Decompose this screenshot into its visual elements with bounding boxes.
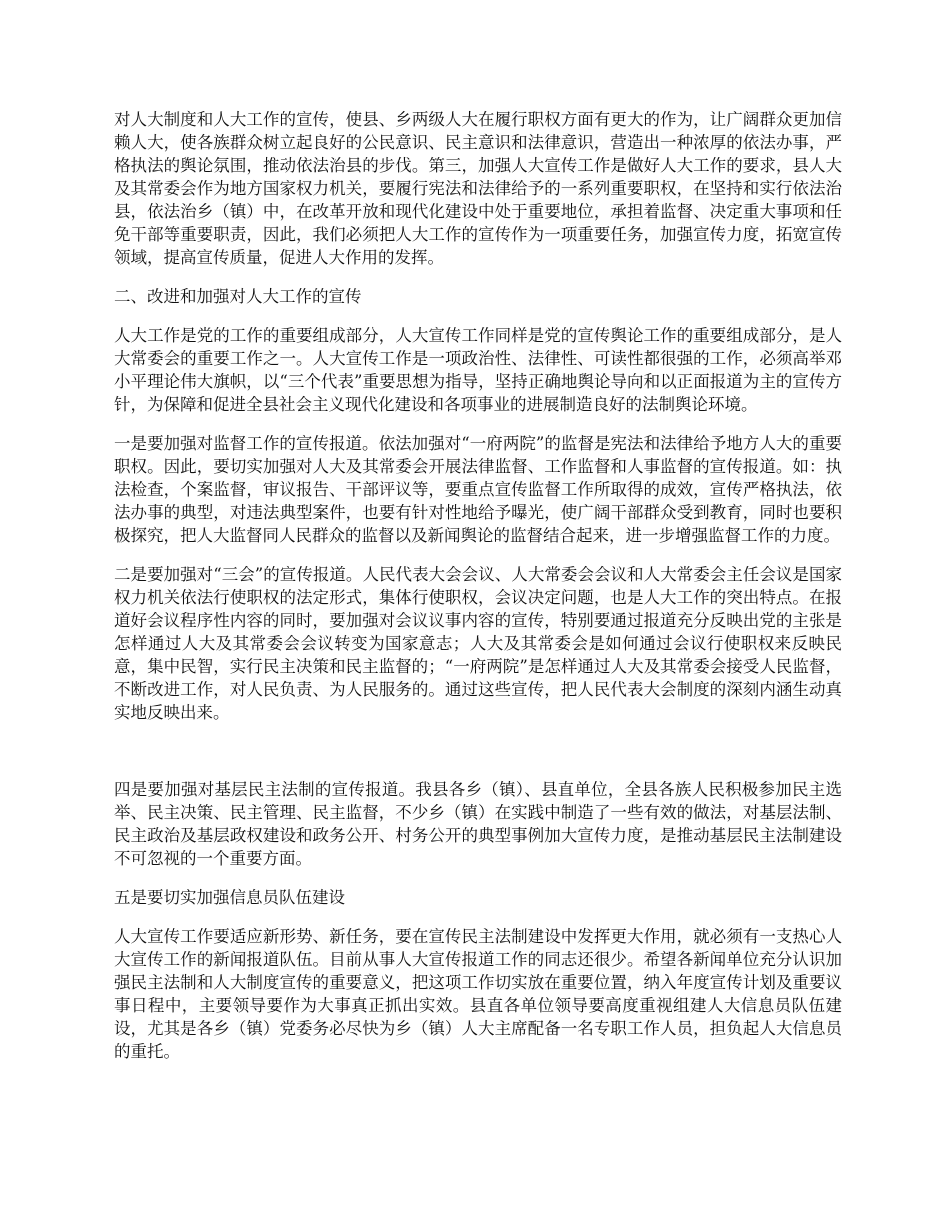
paragraph-publicity-overview: 人大工作是党的工作的重要组成部分，人大宣传工作同样是党的宣传舆论工作的重要组成部分，是人大常委会的重要工作之一。人大宣传工作是一项政治性、法律性、可读性都很强的工作，必须高举邓小平理论伟大旗帜，以“三个代表”重要思想为指导，坚持正确地舆论导向和以正面报道为主的宣传方针，为保障和促进全县社会主义现代化建设和各项事业的进展制造良好的法制舆论环境。 [114, 326, 842, 414]
paragraph-publicity-importance: 对人大制度和人大工作的宣传，使县、乡两级人大在履行职权方面有更大的作为，让广阔群众更加信赖人大，使各族群众树立起良好的公民意识、民主意识和法律意识，营造出一种浓厚的依法办事，严格执法的舆论氛围，推动依法治县的步伐。第三，加强人大宣传工作是做好人大工作的要求，县人大及其常委会作为地方国家权力机关，要履行宪法和法律给予的一系列重要职权，在坚持和实行依法治县，依法治乡（镇）中，在改革开放和现代化建设中处于重要地位，承担着监督、决定重大事项和任免干部等重要职责，因此，我们必须把人大工作的宣传作为一项重要任务，加强宣传力度，拓宽宣传领域，提高宣传质量，促进人大作用的发挥。 [114, 110, 842, 267]
section-heading-info-staff: 五是要切实加强信息员队伍建设 [114, 888, 345, 907]
paragraph-three-meetings-reporting: 二是要加强对“三会”的宣传报道。人民代表大会会议、人大常委会会议和人大常委会主任会议是国家权力机关依法行使职权的法定形式，集体行使职权，会议决定问题，也是人大工作的突出特点。在报道好会议程序性内容的同时，要加强对会议议事内容的宣传，特别要通过报道充分反映出党的主张是怎样通过人大及其常委会会议转变为国家意志；人大及其常委会是如何通过会议行使职权来反映民意，集中民智，实行民主决策和民主监督的；“一府两院”是怎样通过人大及其常委会接受人民监督，不断改进工作，对人民负责、为人民服务的。通过这些宣传，把人民代表大会制度的深刻内涵生动真实地反映出来。 [114, 565, 842, 722]
document-page [114, 108, 842, 1079]
section-heading-improve-publicity: 二、改进和加强对人大工作的宣传 [114, 287, 362, 306]
paragraph-grassroots-democracy: 四是要加强对基层民主法制的宣传报道。我县各乡（镇）、县直单位，全县各族人民积极参加民主选举、民主决策、民主管理、民主监督，不少乡（镇）在实践中制造了一些有效的做法，对基层法制、民主政治及基层政权建设和政务公开、村务公开的典型事例加大宣传力度，是推动基层民主法制建设不可忽视的一个重要方面。 [114, 780, 842, 868]
paragraph-supervision-reporting: 一是要加强对监督工作的宣传报道。依法加强对“一府两院”的监督是宪法和法律给予地方人大的重要职权。因此，要切实加强对人大及其常委会开展法律监督、工作监督和人事监督的宣传报道。如：执法检查，个案监督，审议报告、干部评议等，要重点宣传监督工作所取得的成效，宣传严格执法，依法办事的典型，对违法典型案件，也要有针对性地给予曝光，使广阔干部群众受到教育，同时也要积极探究，把人大监督同人民群众的监督以及新闻舆论的监督结合起来，进一步增强监督工作的力度。 [114, 434, 842, 545]
paragraph-info-staff-building: 人大宣传工作要适应新形势、新任务，要在宣传民主法制建设中发挥更大作用，就必须有一支热心人大宣传工作的新闻报道队伍。目前从事人大宣传报道工作的同志还很少。希望各新闻单位充分认识加强民主法制和人大制度宣传的重要意义，把这项工作切实放在重要位置，纳入年度宣传计划及重要议事日程中，主要领导要作为大事真正抓出实效。县直各单位领导要高度重视组建人大信息员队伍建设，尤其是各乡（镇）党委务必尽快为乡（镇）人大主席配备一名专职工作人员，担负起人大信息员的重托。 [114, 927, 842, 1061]
blank-gap [114, 740, 842, 778]
